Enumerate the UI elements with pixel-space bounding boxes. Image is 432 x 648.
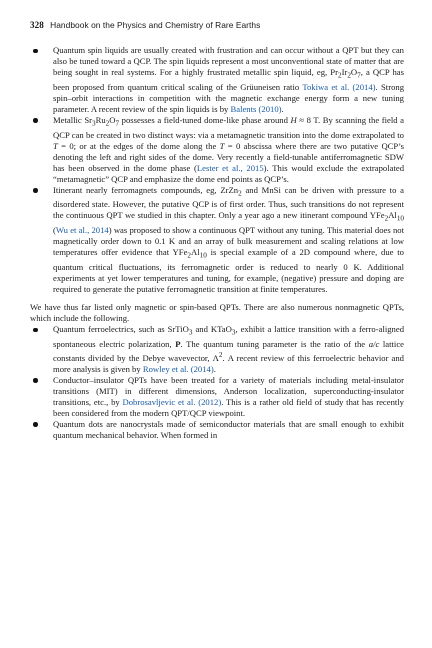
- bullet-list-nonmagnetic: [30, 324, 404, 441]
- citation-link[interactable]: Dobrosavljevic et al. (2012): [122, 396, 222, 407]
- list-item-quantum-dots: Quantum dots are nanocrystals made of semiconductor materials that are small enough to exhibit quantum mechanical behavior. When formed in: [30, 419, 404, 441]
- list-item-sr3ru2o7: Metallic $Sr_3Ru_2O_7$ possesses a field-tuned dome-like phase around H ≈ 8 T. By scanning the field a QCP can be created in two distinct ways: via a metamagnetic transition into the dome extrapolated to T = 0; or at the edges of the dome along the T = 0 abscissa where there are two putative QCP’s denoting the left and right sides of the dome. Very recently a field-tunable antiferromagnetic SDW has been observed in the dome phase (Lester et al., 2015). This would exclude the extrapolated “metamagnetic” QCP and emphasize the dome end points as QCP’s.: [30, 115, 404, 185]
- citation-link[interactable]: Tokiwa et al. (2014): [302, 81, 376, 92]
- bullet-list-magnetic: [30, 45, 404, 295]
- list-item-itinerant-ferromagnets: Itinerant nearly ferromagnets compounds, eg, ZrZn$_2$ and MnSi can be driven with pressure to a disordered state. However, the putative QCP is of first order. Thus, such transitions do not represent the continuous QPT we studied in this chapter. Only a year ago a new itinerant compound $YFe_2Al_{10}$ (Wu et al., 2014) was proposed to show a continuous QPT without any tuning. This material does not magnetically order down to 0.1 K and an array of bulk measurement and scaling relations at low temperatures offer evidence that $YFe_2Al_{10}$ is special example of a 2D compound where, due to quantum critical fluctuations, its ferromagnetic order is reduced to nearly 0 K. Additional experiments at yet lower temperatures and tuning, for example, (negative) pressure and doping are required to generate the putative ferromagnetic transition at finite temperatures.: [30, 185, 404, 295]
- body-paragraph: We have thus far listed only magnetic or spin-based QPTs. There are also numerous nonmagnetic QPTs, which include the following.: [30, 301, 404, 323]
- list-item-conductor-insulator: Conductor–insulator QPTs have been treated for a variety of materials including metal-insulator transitions (MIT) in different dimensions, Anderson localization, superconducting-insulator transitions, etc., by Dobrosavljevic et al. (2012). This is a rather old field of study that has recently been considered from the modern QPT/QCP viewpoint.: [30, 375, 404, 419]
- citation-link[interactable]: Balents (2010): [230, 103, 282, 114]
- book-title: Handbook on the Physics and Chemistry of Rare Earths: [50, 20, 261, 30]
- citation-link[interactable]: Rowley et al. (2014): [142, 363, 214, 374]
- citation-link[interactable]: Wu et al., 2014: [55, 225, 109, 236]
- document-page: [30, 19, 404, 629]
- list-item-spin-liquids: Quantum spin liquids are usually created with frustration and can occur without a QPT but they can also be tuned toward a QCP. The spin liquids represent a most unconventional state of matter that are being sought in real systems. For a highly frustrated metallic spin liquid, eg, $Pr_2Ir_2O_7$, a QCP has been proposed from quantum critical scaling of the Grüuneisen ratio Tokiwa et al. (2014). Strong spin–orbit interactions in competition with the magnetic exchange energy form a new tuning parameter. A recent review of the spin liquids is by Balents (2010).: [30, 45, 404, 115]
- running-header: [30, 19, 404, 31]
- list-item-quantum-ferroelectrics: Quantum ferroelectrics, such as SrTiO$_3$ and KTaO$_3$, exhibit a lattice transition with a ferro-aligned spontaneous electric polarization, P. The quantum tuning parameter is the ratio of the a/c lattice constants divided by the Debye wavevector, $\Lambda^2$. A recent review of this ferroelectric behavior and more analysis is given by Rowley et al. (2014).: [30, 324, 404, 375]
- page-number: 328: [30, 20, 44, 30]
- citation-link[interactable]: Lester et al., 2015: [196, 162, 264, 173]
